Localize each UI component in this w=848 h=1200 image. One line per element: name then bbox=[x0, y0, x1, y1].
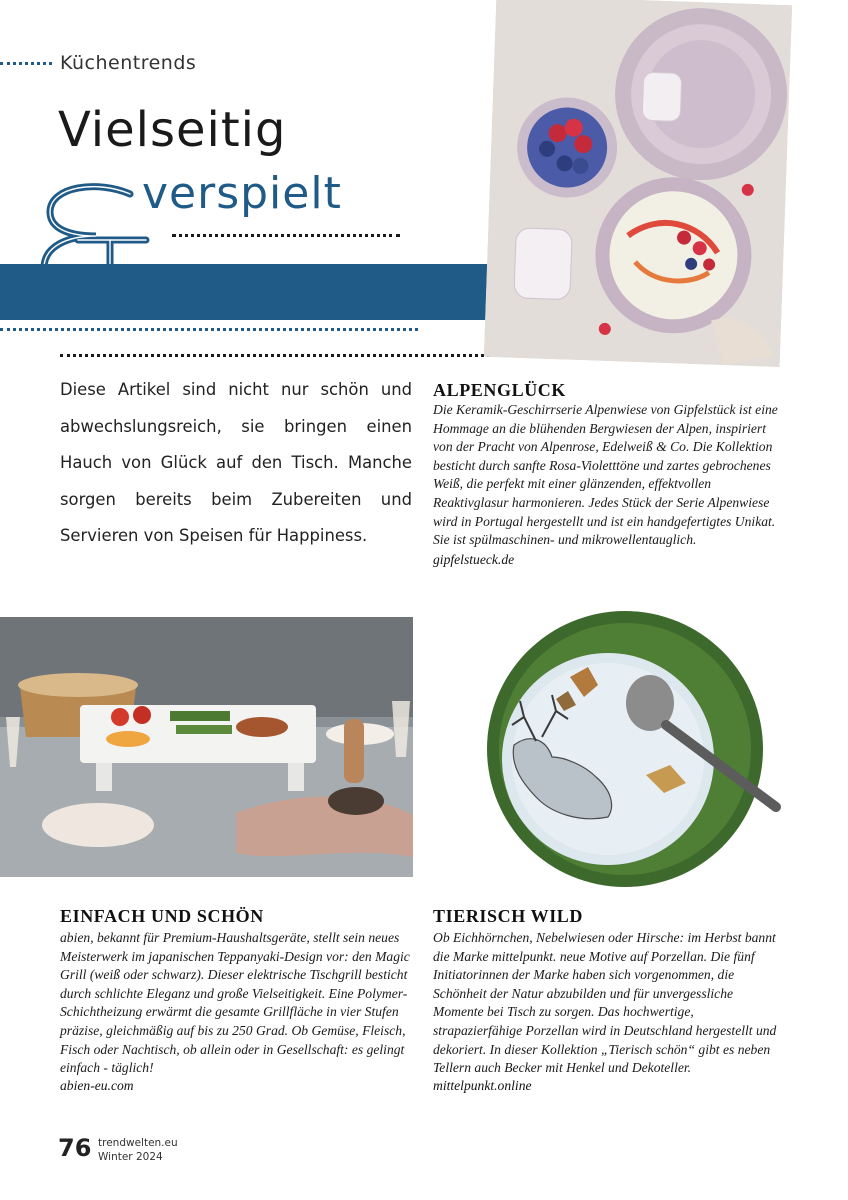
page-number: 76 bbox=[58, 1134, 92, 1162]
alpenglueck-link[interactable]: gipfelstueck.de bbox=[433, 552, 515, 567]
section-label-dots bbox=[0, 62, 52, 65]
magic-grill-photo bbox=[0, 617, 413, 877]
page-title-line1: Vielseitig bbox=[58, 102, 287, 158]
title-accent-band bbox=[0, 264, 494, 320]
page-title-line2: verspielt bbox=[142, 168, 342, 219]
tierisch-heading: TIERISCH WILD bbox=[433, 906, 584, 926]
tierisch-schoen-plate-photo bbox=[460, 607, 790, 892]
einfach-body: abien, bekannt für Premium-Haushaltsgeräte, stellt sein neues Meisterwerk im japanischen Teppanyaki-Design vor: den Magic Grill (weiß oder schwarz). Dieser elektrische Tischgrill besticht durch schlichte Eleganz und große Vielseitigkeit. Eine Polymer-Schichtheizung erwärmt die gesamte Grillfläche in vier Stufen präzise, gleichmäßig auf bis zu 250 Grad. Ob Gemüse, Fleisch, Fisch oder Nachtisch, ob allein oder in Gesellschaft: es gelingt einfach - täglich! bbox=[60, 930, 410, 1076]
einfach-heading: EINFACH UND SCHÖN bbox=[60, 906, 264, 926]
section-label: Küchentrends bbox=[60, 52, 197, 74]
band-dots-dark bbox=[60, 354, 508, 357]
band-dots-blue bbox=[0, 328, 418, 331]
tierisch-body: Ob Eichhörnchen, Nebelwiesen oder Hirsche: im Herbst bannt die Marke mittelpunkt. neue Motive auf Porzellan. Die fünf Initiatorinnen der Marke haben sich vorgenommen, die Schönheit der Natur abzubilden und für unvergessliche Momente bei Tisch zu sorgen. Das hochwertige, strapazierfähige Porzellan wird in Deutschland hergestellt und dekoriert. In dieser Kollektion „Tierisch schön“ gibt es neben Tellern auch Becker mit Henkel und Dekoteller. bbox=[433, 930, 777, 1076]
tierisch-link[interactable]: mittelpunkt.online bbox=[433, 1078, 532, 1093]
footer-issue: Winter 2024 bbox=[98, 1151, 163, 1163]
einfach-link[interactable]: abien-eu.com bbox=[60, 1078, 134, 1093]
alpenwiese-tableware-photo bbox=[484, 0, 792, 367]
footer-site: trendwelten.eu bbox=[98, 1137, 178, 1149]
alpenglueck-heading: ALPENGLÜCK bbox=[433, 380, 567, 400]
alpenglueck-body: Die Keramik-Geschirrserie Alpenwiese von Gipfelstück ist eine Hommage an die blühenden Bergwiesen der Alpen, inspiriert von der Pracht von Alpenrose, Edelweiß & Co. Die Kollektion besticht durch sanfte Rosa-Violetttöne und zartes gebrochenes Weiß, die perfekt mit einer glänzenden, effektvollen Reaktivglasur harmonieren. Jedes Stück der Serie Alpenwiese wird in Portugal hergestellt und ist ein handgefertigtes Unikat. Sie ist spülmaschinen- und mikrowellentauglich. bbox=[433, 402, 778, 548]
title-underline-dots bbox=[172, 234, 400, 237]
intro-paragraph: Diese Artikel sind nicht nur schön und abwechslungsreich, sie bringen einen Hauch von Glück auf den Tisch. Manche sorgen bereits beim Zubereiten und Servieren von Speisen für Happiness. bbox=[60, 380, 412, 546]
